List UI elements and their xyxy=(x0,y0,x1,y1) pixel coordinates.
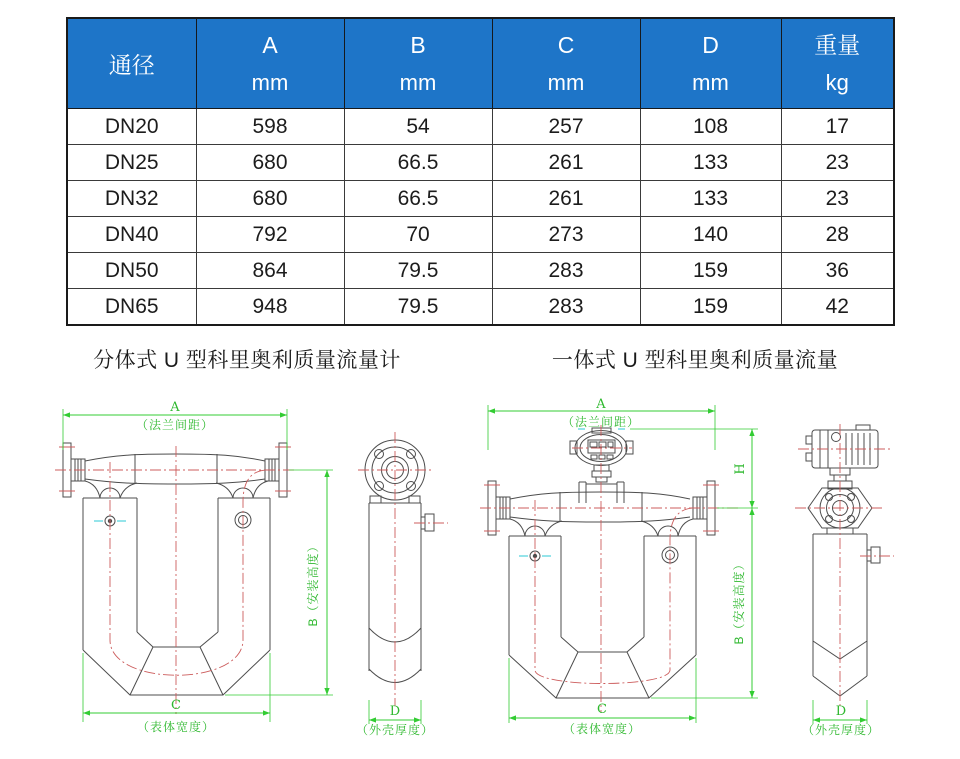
table-cell: 680 xyxy=(196,145,344,181)
integrated-type-side-view-drawing xyxy=(795,424,894,737)
header-d-letter: D xyxy=(702,31,719,58)
table-cell: 23 xyxy=(781,145,894,181)
table-header-row xyxy=(67,18,894,109)
header-c-letter: C xyxy=(557,31,575,58)
table-cell: 283 xyxy=(492,253,640,289)
dim-c-label: C xyxy=(597,702,607,717)
table-cell: 66.5 xyxy=(344,145,492,181)
header-dim-a xyxy=(196,18,344,109)
dim-b-label: B（安装高度） xyxy=(306,539,320,627)
table-cell: DN25 xyxy=(67,145,196,181)
table-cell: 133 xyxy=(640,181,781,217)
dimension-table xyxy=(66,17,895,326)
header-b-unit: mm xyxy=(399,70,437,96)
table-cell: 79.5 xyxy=(344,253,492,289)
table-cell: 159 xyxy=(640,289,781,326)
table-cell: 108 xyxy=(640,109,781,145)
table-cell: 70 xyxy=(344,217,492,253)
dim-d-label: D xyxy=(389,704,401,719)
dim-a-note: （法兰间距） xyxy=(135,418,215,432)
table-row xyxy=(67,289,894,326)
header-diameter xyxy=(67,18,196,109)
table-cell: 36 xyxy=(781,253,894,289)
table-row xyxy=(67,181,894,217)
table-cell: 680 xyxy=(196,181,344,217)
table-cell: 54 xyxy=(344,109,492,145)
table-row xyxy=(67,217,894,253)
header-b-letter: B xyxy=(410,31,426,58)
table-cell: DN65 xyxy=(67,289,196,326)
dim-b-label: B（安装高度） xyxy=(732,557,746,645)
dim-c-note: （表体宽度） xyxy=(136,720,216,734)
header-weight-unit: kg xyxy=(825,70,849,96)
dim-c-label: C xyxy=(171,698,181,713)
table-cell: 17 xyxy=(781,109,894,145)
diagrams-canvas xyxy=(0,380,960,759)
dim-a-label: A xyxy=(596,397,606,412)
table-cell: 23 xyxy=(781,181,894,217)
table-cell: 140 xyxy=(640,217,781,253)
table-row xyxy=(67,145,894,181)
table-cell: 28 xyxy=(781,217,894,253)
table-cell: 42 xyxy=(781,289,894,326)
table-cell: 792 xyxy=(196,217,344,253)
dim-d-note: （外壳厚度） xyxy=(801,723,881,737)
table-cell: DN32 xyxy=(67,181,196,217)
table-cell: 598 xyxy=(196,109,344,145)
dim-a-note: （法兰间距） xyxy=(561,415,641,429)
table-cell: 283 xyxy=(492,289,640,326)
dim-d-note: （外壳厚度） xyxy=(355,723,435,737)
header-weight-label: 重量 xyxy=(814,31,861,58)
split-type-side-view-drawing xyxy=(356,432,448,737)
table-cell: 948 xyxy=(196,289,344,326)
split-type-front-view-drawing xyxy=(55,400,333,734)
dim-c-note: （表体宽度） xyxy=(562,722,642,736)
table-row xyxy=(67,109,894,145)
header-a-unit: mm xyxy=(251,70,289,96)
table-row xyxy=(67,253,894,289)
table-cell: 864 xyxy=(196,253,344,289)
header-c-unit: mm xyxy=(547,70,585,96)
table-cell: 79.5 xyxy=(344,289,492,326)
table-cell: DN40 xyxy=(67,217,196,253)
caption-split-type: 分体式 U 型科里奥利质量流量计 xyxy=(93,349,401,372)
header-dim-c xyxy=(492,18,640,109)
header-d-unit: mm xyxy=(692,70,729,96)
table-cell: 273 xyxy=(492,217,640,253)
caption-integrated-type: 一体式 U 型科里奥利质量流量 xyxy=(551,349,839,372)
table-cell: 261 xyxy=(492,145,640,181)
table-cell: 257 xyxy=(492,109,640,145)
dim-a-label: A xyxy=(170,400,180,415)
header-a-letter: A xyxy=(262,31,278,58)
header-diameter-label: 通径 xyxy=(108,52,155,78)
table-cell: DN50 xyxy=(67,253,196,289)
dim-h-label: H xyxy=(733,463,748,475)
table-cell: 159 xyxy=(640,253,781,289)
table-cell: DN20 xyxy=(67,109,196,145)
dim-d-label: D xyxy=(835,704,847,719)
integrated-type-front-view-drawing xyxy=(480,397,758,736)
table-cell: 66.5 xyxy=(344,181,492,217)
table-cell: 261 xyxy=(492,181,640,217)
header-dim-b xyxy=(344,18,492,109)
table-cell: 133 xyxy=(640,145,781,181)
header-dim-d xyxy=(640,18,781,109)
header-weight xyxy=(781,18,894,109)
